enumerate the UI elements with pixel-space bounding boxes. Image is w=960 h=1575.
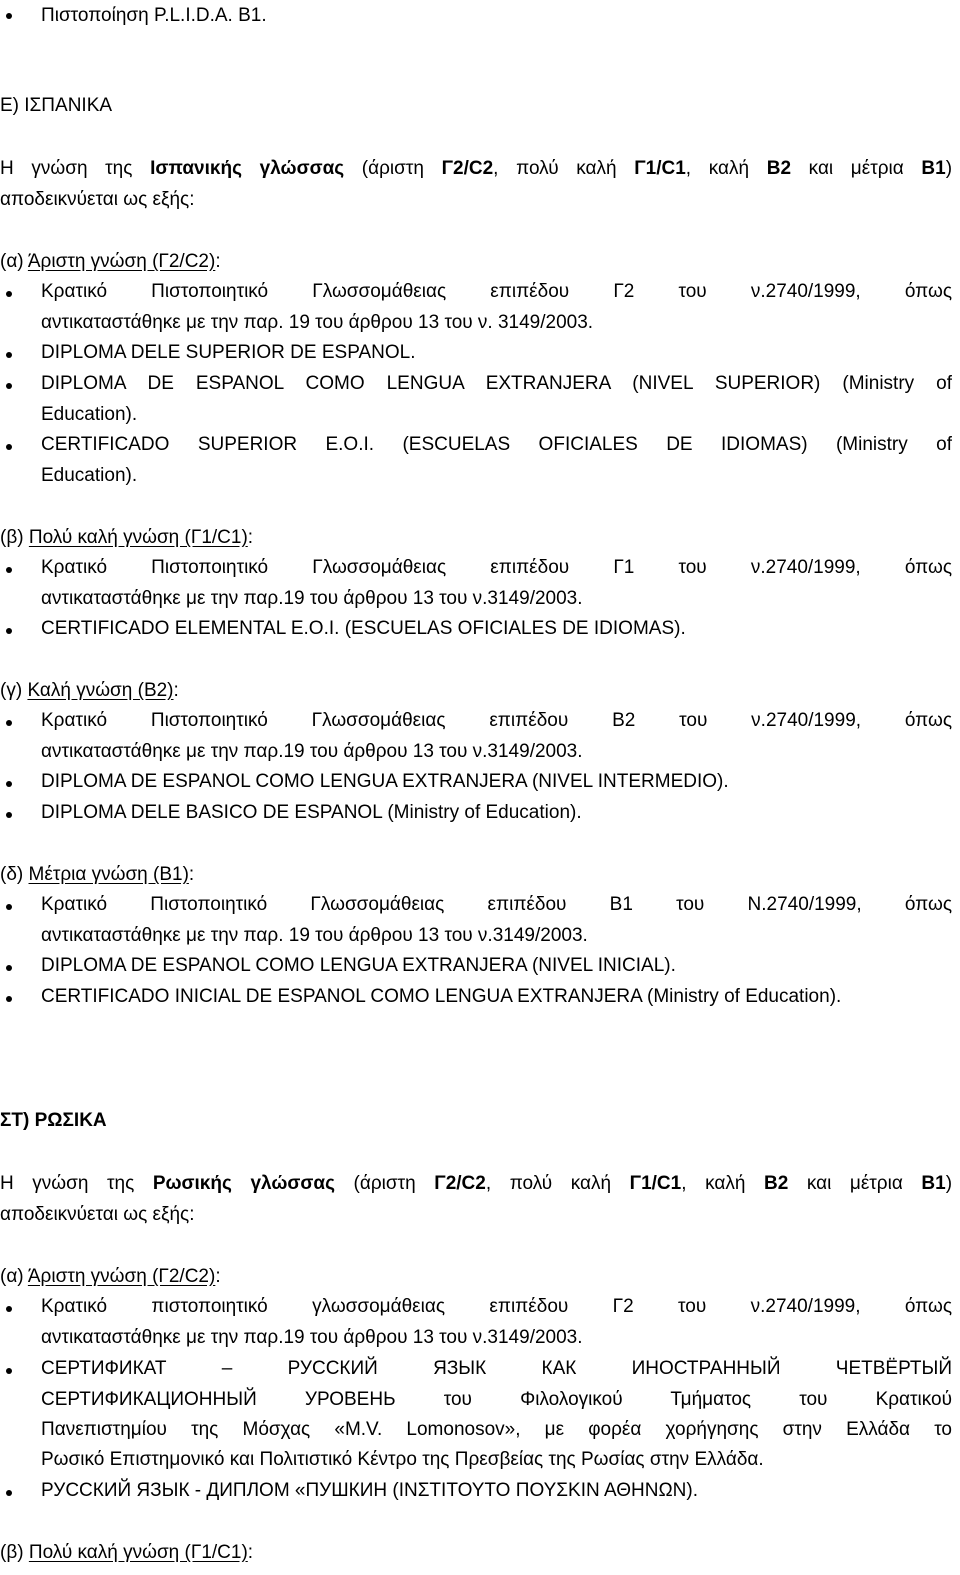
bullet-dot — [6, 444, 12, 450]
bullet-dot — [6, 996, 12, 1002]
bullet-dot — [6, 383, 12, 389]
list-item-continuation: αντικαταστάθηκε με την παρ.19 του άρθρου 13 του ν.3149/2003. — [41, 741, 583, 762]
list-item: DIPLOMA DELE BASICO DE ESPANOL (Ministry of Education). — [41, 802, 582, 823]
subheading-excellent: (α) Άριστη γνώση (Γ2/C2): — [0, 1266, 221, 1287]
bullet-dot — [6, 812, 12, 818]
intro-paragraph-line: αποδεικνύεται ως εξής: — [0, 189, 195, 210]
intro-paragraph-russian: Η γνώση της Ρωσικής γλώσσας (άριστη Γ2/C2, πολύ καλή Γ1/C1, καλή Β2 και μέτρια Β1) — [0, 1173, 952, 1194]
subheading-very-good: (β) Πολύ καλή γνώση (Γ1/C1): — [0, 1542, 254, 1563]
section-heading-spanish: Ε) ΙΣΠΑΝΙΚΑ — [0, 95, 113, 116]
bullet-dot — [6, 781, 12, 787]
list-item: DIPLOMA DE ESPANOL COMO LENGUA EXTRANJERA (NIVEL INTERMEDIO). — [41, 771, 729, 792]
subheading-excellent: (α) Άριστη γνώση (Γ2/C2): — [0, 251, 221, 272]
subheading-moderate: (δ) Μέτρια γνώση (Β1): — [0, 864, 195, 885]
bullet-dot — [6, 352, 12, 358]
bullet-dot — [6, 965, 12, 971]
bullet-dot — [6, 1306, 12, 1312]
list-item: Κρατικό Πιστοποιητικό Γλωσσομάθειας επιπέδου Γ2 του ν.2740/1999, όπως — [41, 281, 952, 302]
bullet-dot — [6, 628, 12, 634]
list-item: DIPLOMA DELE SUPERIOR DE ESPANOL. — [41, 342, 416, 363]
list-item-continuation: Πανεπιστημίου της Μόσχας «M.V. Lomonosov», με φορέα χορήγησης στην Ελλάδα το — [41, 1419, 952, 1440]
list-item: Κρατικό Πιστοποιητικό Γλωσσομάθειας επιπέδου Β1 του Ν.2740/1999, όπως — [41, 894, 952, 915]
bullet-dot — [6, 720, 12, 726]
list-item-continuation: Education). — [41, 404, 138, 425]
list-item: CERTIFICADO INICIAL DE ESPANOL COMO LENGUA EXTRANJERA (Ministry of Education). — [41, 986, 842, 1007]
list-item-continuation: Education). — [41, 465, 138, 486]
bullet-dot — [6, 1490, 12, 1496]
list-item: Κρατικό Πιστοποιητικό Γλωσσομάθειας επιπέδου Γ1 του ν.2740/1999, όπως — [41, 557, 952, 578]
list-item-continuation: αντικαταστάθηκε με την παρ. 19 του άρθρου 13 του ν.3149/2003. — [41, 925, 588, 946]
list-item: Κρατικό Πιστοποιητικό Γλωσσομάθειας επιπέδου Β2 του ν.2740/1999, όπως — [41, 710, 952, 731]
list-item-continuation: Ρωσικό Επιστημονικό και Πολιτιστικό Κέντρο της Πρεσβείας της Ρωσίας στην Ελλάδα. — [41, 1449, 764, 1470]
intro-paragraph-line: αποδεικνύεται ως εξής: — [0, 1204, 195, 1225]
bullet-dot — [6, 904, 12, 910]
subheading-very-good: (β) Πολύ καλή γνώση (Γ1/C1): — [0, 527, 254, 548]
list-item: DIPLOMA DE ESPANOL COMO LENGUA EXTRANJERA (NIVEL SUPERIOR) (Ministry of — [41, 373, 952, 394]
list-item: Πιστοποίηση P.L.I.D.A. B1. — [41, 5, 267, 26]
list-item-continuation: αντικαταστάθηκε με την παρ. 19 του άρθρου 13 του ν. 3149/2003. — [41, 312, 594, 333]
bullet-dot — [6, 13, 12, 19]
list-item: Κρατικό πιστοποιητικό γλωσσομάθειας επιπέδου Γ2 του ν.2740/1999, όπως — [41, 1296, 952, 1317]
list-item: DIPLOMA DE ESPANOL COMO LENGUA EXTRANJERA (NIVEL INICIAL). — [41, 955, 676, 976]
list-item: РУССКИЙ ЯЗЫК - ДИПЛОМ «ПУШКИН (ΙΝΣΤΙΤΟΥΤΟ ΠΟΥΣΚΙΝ ΑΘΗΝΩΝ). — [41, 1480, 698, 1501]
bullet-dot — [6, 1368, 12, 1374]
list-item: CERTIFICADO SUPERIOR E.O.I. (ESCUELAS OFICIALES DE IDIOMAS) (Ministry of — [41, 434, 952, 455]
list-item-continuation: αντικαταστάθηκε με την παρ.19 του άρθρου 13 του ν.3149/2003. — [41, 588, 583, 609]
bullet-dot — [6, 567, 12, 573]
list-item-continuation: αντικαταστάθηκε με την παρ.19 του άρθρου 13 του ν.3149/2003. — [41, 1327, 583, 1348]
list-item: СЕРТИФИКАТ – РУССКИЙ ЯЗЫК КАК ИНОСТРАННЫЙ ЧЕТВЁРТЫЙ — [41, 1358, 952, 1379]
bullet-dot — [6, 291, 12, 297]
list-item-continuation: СЕРТИФИКАЦИОННЫЙ УРОВЕНЬ του Φιλολογικού Τμήματος του Κρατικού — [41, 1389, 952, 1410]
intro-paragraph-spanish: Η γνώση της Ισπανικής γλώσσας (άριστη Γ2/C2, πολύ καλή Γ1/C1, καλή Β2 και μέτρια Β1) — [0, 158, 952, 179]
subheading-good: (γ) Καλή γνώση (Β2): — [0, 680, 179, 701]
section-heading-russian: ΣΤ) ΡΩΣΙΚΑ — [0, 1110, 107, 1131]
list-item: CERTIFICADO ELEMENTAL E.O.I. (ESCUELAS OFICIALES DE IDIOMAS). — [41, 618, 686, 639]
